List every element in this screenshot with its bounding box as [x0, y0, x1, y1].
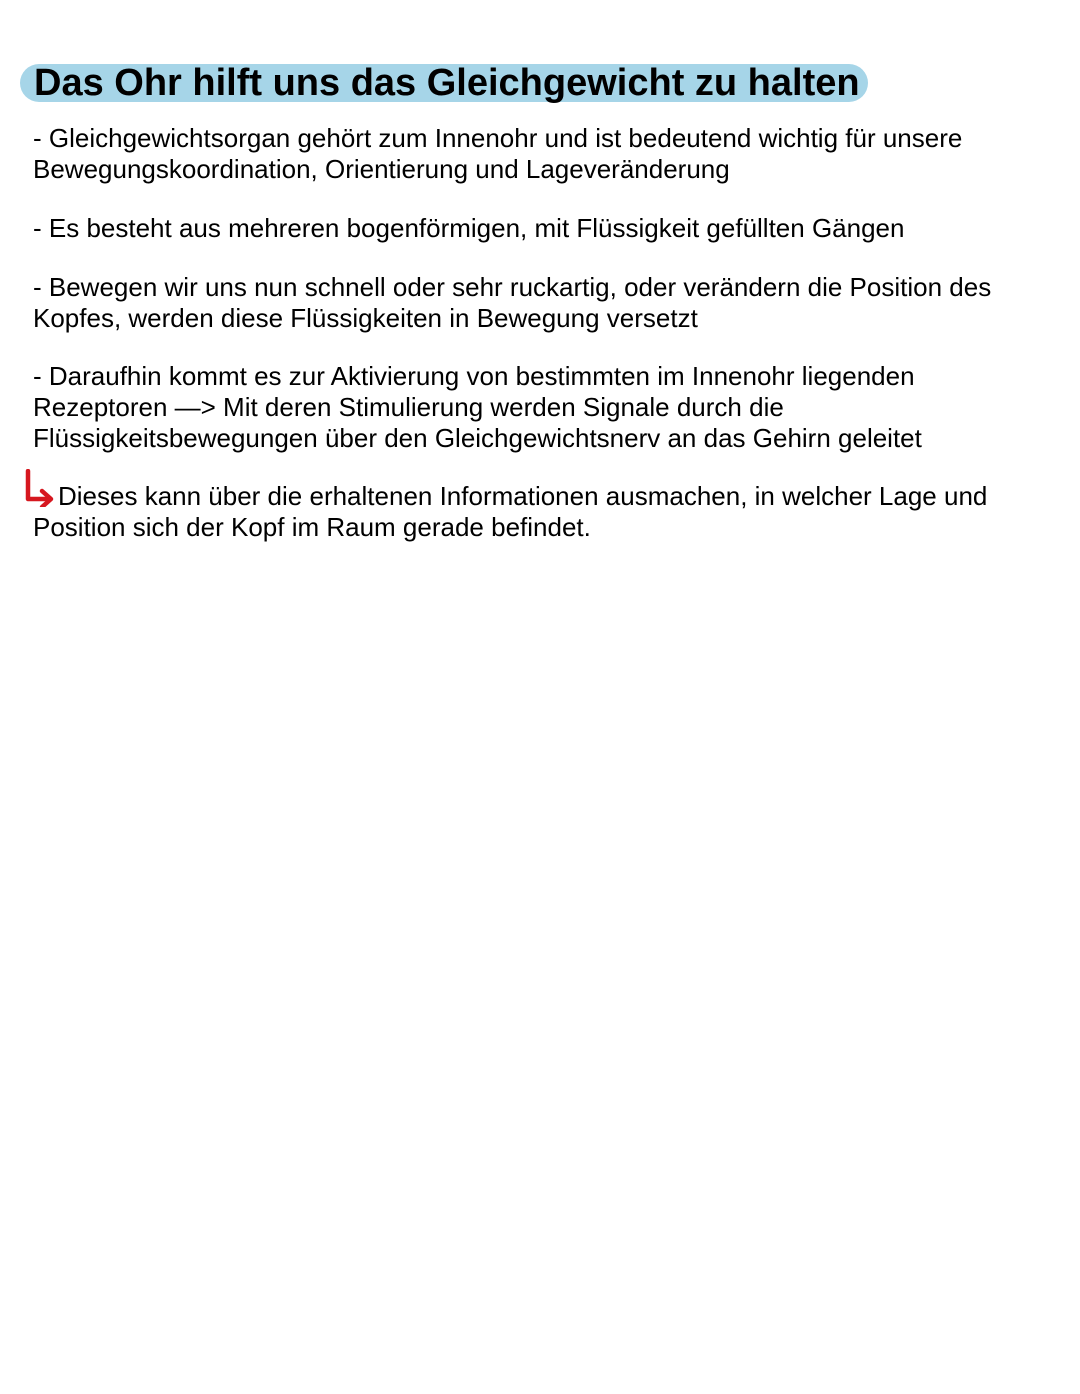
- paragraph-line: Rezeptoren —> Mit deren Stimulierung werden Signale durch die: [33, 392, 784, 422]
- paragraph-bewegung: [33, 272, 1053, 334]
- paragraph-line: - Es besteht aus mehreren bogenförmigen, mit Flüssigkeit gefüllten Gängen: [33, 213, 905, 243]
- paragraph-line: Kopfes, werden diese Flüssigkeiten in Bewegung versetzt: [33, 303, 698, 333]
- paragraph-gleichgewichtsorgan: [33, 123, 1053, 185]
- paragraph-line: Bewegungskoordination, Orientierung und Lageveränderung: [33, 154, 730, 184]
- paragraph-line: Flüssigkeitsbewegungen über den Gleichgewichtsnerv an das Gehirn geleitet: [33, 423, 922, 453]
- paragraph-line: Dieses kann über die erhaltenen Informationen ausmachen, in welcher Lage und: [58, 481, 988, 511]
- paragraph-rezeptoren: [33, 361, 1053, 454]
- page-title: Das Ohr hilft uns das Gleichgewicht zu halten: [20, 64, 868, 102]
- title-container: [20, 64, 868, 102]
- paragraph-line: - Gleichgewichtsorgan gehört zum Innenohr und ist bedeutend wichtig für unsere: [33, 123, 963, 153]
- paragraph-bogengaenge: [33, 213, 1053, 244]
- paragraph-line: Position sich der Kopf im Raum gerade befindet.: [33, 512, 591, 542]
- paragraph-gehirn-lage: [33, 481, 1053, 543]
- paragraph-line: - Daraufhin kommt es zur Aktivierung von bestimmten im Innenohr liegenden: [33, 361, 915, 391]
- paragraph-line: - Bewegen wir uns nun schnell oder sehr ruckartig, oder verändern die Position des: [33, 272, 992, 302]
